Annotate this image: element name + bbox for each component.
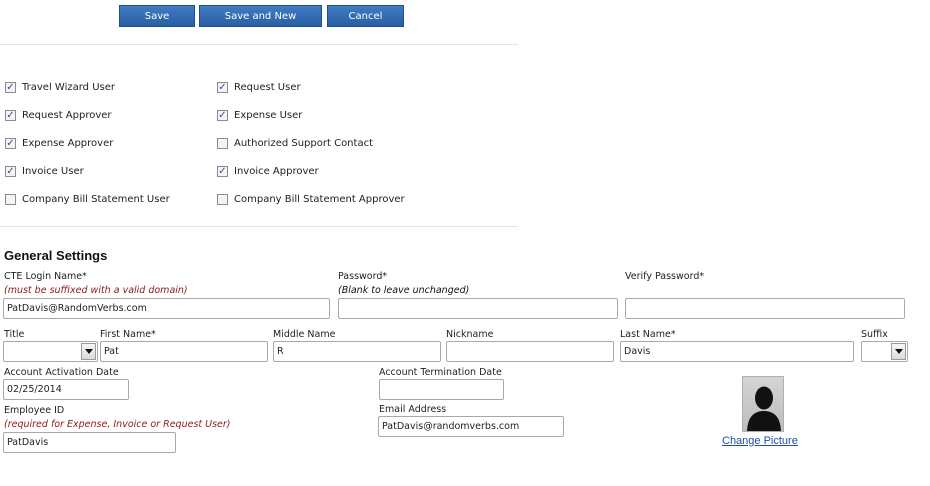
role-checkbox[interactable] <box>5 166 16 177</box>
role-checkbox[interactable] <box>5 110 16 121</box>
role-checkbox[interactable] <box>5 194 16 205</box>
checkmark-icon: ✓ <box>218 166 227 177</box>
cancel-button[interactable]: Cancel <box>327 5 404 27</box>
termination-date-label: Account Termination Date <box>379 367 502 378</box>
role-label: Expense User <box>234 110 303 121</box>
save-button[interactable]: Save <box>119 5 195 27</box>
role-authorized-support-contact[interactable] <box>217 138 373 149</box>
verify-password-input[interactable] <box>625 298 905 319</box>
termination-date-input[interactable] <box>379 379 504 400</box>
title-select[interactable] <box>3 341 98 362</box>
middle-name-label: Middle Name <box>273 329 336 340</box>
role-label: Request Approver <box>22 110 112 121</box>
change-picture-link[interactable]: Change Picture <box>722 435 798 447</box>
role-checkbox[interactable] <box>217 138 228 149</box>
role-company-bill-statement-approver[interactable] <box>217 194 405 205</box>
activation-date-label: Account Activation Date <box>4 367 119 378</box>
role-label: Company Bill Statement Approver <box>234 194 405 205</box>
last-name-input[interactable]: Davis <box>620 341 854 362</box>
role-checkbox[interactable] <box>217 110 228 121</box>
role-checkbox[interactable] <box>5 138 16 149</box>
checkmark-icon: ✓ <box>6 82 15 93</box>
first-name-label: First Name* <box>100 329 156 340</box>
nickname-label: Nickname <box>446 329 494 340</box>
employee-id-note: (required for Expense, Invoice or Request User) <box>4 419 231 430</box>
title-label: Title <box>4 329 25 340</box>
role-invoice-user[interactable] <box>5 166 84 177</box>
role-invoice-approver[interactable] <box>217 166 319 177</box>
checkmark-icon: ✓ <box>6 110 15 121</box>
login-label: CTE Login Name* <box>4 271 87 282</box>
role-label: Authorized Support Contact <box>234 138 373 149</box>
divider-bottom <box>0 226 518 227</box>
activation-date-input[interactable]: 02/25/2014 <box>3 379 129 400</box>
last-name-label: Last Name* <box>620 329 676 340</box>
divider-top <box>0 44 518 45</box>
login-note: (must be suffixed with a valid domain) <box>4 285 188 296</box>
chevron-down-icon[interactable] <box>81 343 96 360</box>
section-title: General Settings <box>4 248 108 263</box>
employee-id-input[interactable]: PatDavis <box>3 432 176 453</box>
login-name-input[interactable]: PatDavis@RandomVerbs.com <box>3 298 330 319</box>
chevron-down-icon[interactable] <box>891 343 906 360</box>
employee-id-label: Employee ID <box>4 405 65 416</box>
role-expense-approver[interactable] <box>5 138 113 149</box>
password-label: Password* <box>338 271 388 282</box>
save-and-new-button[interactable]: Save and New <box>199 5 322 27</box>
role-label: Company Bill Statement User <box>22 194 170 205</box>
person-silhouette-icon <box>743 377 784 432</box>
suffix-label: Suffix <box>861 329 888 340</box>
role-expense-user[interactable] <box>217 110 302 121</box>
role-label: Request User <box>234 82 301 93</box>
email-label: Email Address <box>379 404 447 415</box>
role-label: Invoice User <box>22 166 84 177</box>
verify-password-label: Verify Password* <box>625 271 705 282</box>
role-request-user[interactable] <box>217 82 301 93</box>
avatar <box>742 376 784 432</box>
nickname-input[interactable] <box>446 341 614 362</box>
suffix-select[interactable] <box>861 341 908 362</box>
role-request-approver[interactable] <box>5 110 112 121</box>
role-label: Invoice Approver <box>234 166 319 177</box>
role-travel-wizard-user[interactable] <box>5 82 115 93</box>
role-checkbox[interactable] <box>5 82 16 93</box>
password-input[interactable] <box>338 298 618 319</box>
email-input[interactable]: PatDavis@randomverbs.com <box>378 416 564 437</box>
role-checkbox[interactable] <box>217 194 228 205</box>
checkmark-icon: ✓ <box>6 166 15 177</box>
checkmark-icon: ✓ <box>218 82 227 93</box>
middle-name-input[interactable]: R <box>273 341 441 362</box>
role-company-bill-statement-user[interactable] <box>5 194 170 205</box>
password-note: (Blank to leave unchanged) <box>338 285 470 296</box>
checkmark-icon: ✓ <box>6 138 15 149</box>
checkmark-icon: ✓ <box>218 110 227 121</box>
first-name-input[interactable]: Pat <box>100 341 268 362</box>
role-label: Travel Wizard User <box>22 82 115 93</box>
role-label: Expense Approver <box>22 138 114 149</box>
role-checkbox[interactable] <box>217 82 228 93</box>
role-checkbox[interactable] <box>217 166 228 177</box>
